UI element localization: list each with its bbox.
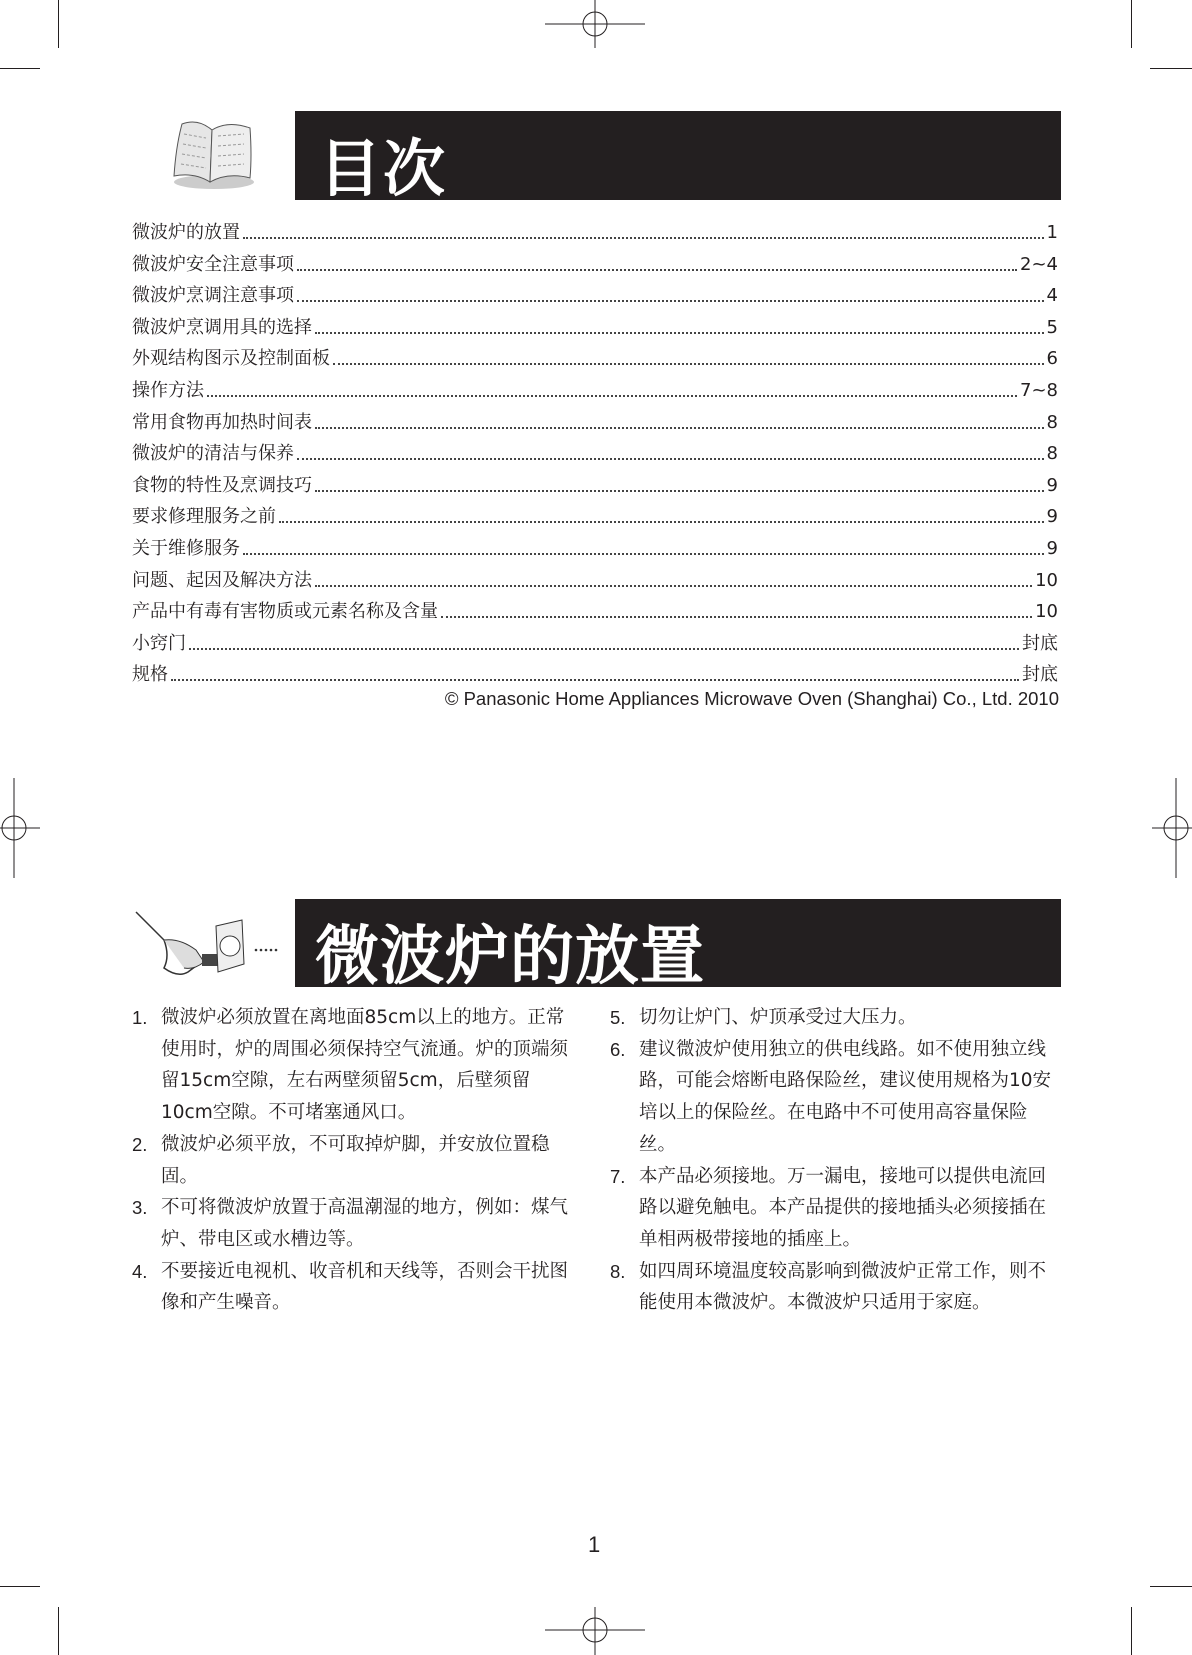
list-item [610,1002,1060,1034]
toc-entry-label: 外观结构图示及控制面板 [132,348,330,370]
list-item [132,1129,572,1192]
item-number: 2. [132,1133,148,1155]
dot-leader [297,458,1044,460]
toc-entry-page: 封底 [1022,664,1058,686]
item-number: 7. [610,1165,626,1187]
dot-leader [207,395,1017,397]
toc-title: 目次 [319,132,448,205]
toc-entry-page: 1 [1046,222,1058,243]
item-text: 不可将微波炉放置于高温潮湿的地方，例如：煤气炉、带电区或水槽边等。 [161,1197,569,1250]
toc-entry-label: 微波炉安全注意事项 [132,253,294,275]
toc-entry-label: 规格 [132,664,168,686]
toc-entry[interactable] [132,465,1058,497]
toc-entry[interactable] [132,654,1058,686]
toc-entry-label: 微波炉的放置 [132,222,240,243]
toc-entry-page: 8 [1046,411,1058,433]
item-number: 8. [610,1260,626,1282]
dot-leader [315,585,1032,587]
registration-mark-bottom [545,1605,645,1655]
toc-entry-label: 关于维修服务 [132,538,240,559]
section-header-bar [295,899,1061,994]
dot-leader [279,521,1044,523]
placement-list-right [610,1002,1060,1319]
toc-entry[interactable] [132,623,1058,655]
toc-entry[interactable] [132,212,1058,244]
copyright-notice: © Panasonic Home Appliances Microwave Oven (Shanghai) Co., Ltd. 2010 [444,688,1059,709]
dot-leader [243,237,1044,239]
registration-mark-right [1152,778,1192,878]
list-item [132,1256,572,1319]
list-item [132,1002,572,1129]
toc-entry[interactable] [132,307,1058,339]
item-number: 1. [132,1007,148,1028]
item-number: 6. [610,1038,626,1060]
dot-leader [243,553,1044,555]
toc-entry-page: 6 [1046,348,1058,370]
registration-mark-left [0,778,40,878]
toc-entry-label: 产品中有毒有害物质或元素名称及含量 [132,601,438,623]
list-item [132,1192,572,1255]
toc-entry-page: 5 [1046,316,1058,338]
toc-entry-page: 7~8 [1020,380,1058,401]
toc-entry-label: 微波炉烹调用具的选择 [132,316,312,338]
toc-entry-label: 常用食物再加热时间表 [132,411,312,433]
toc-entry[interactable] [132,496,1058,528]
item-text: 微波炉必须平放，不可取掉炉脚，并安放位置稳固。 [161,1133,550,1187]
toc-entry-page: 9 [1046,538,1058,559]
registration-mark-top [545,0,645,50]
item-number: 4. [132,1260,148,1282]
toc-entry[interactable] [132,370,1058,402]
section-title: 微波炉的放置 [315,920,705,994]
dot-leader [333,363,1044,365]
list-item [610,1161,1060,1256]
toc-entry-label: 小窍门 [132,632,186,654]
toc-entry[interactable] [132,433,1058,465]
item-text: 不要接近电视机、收音机和天线等，否则会干扰图像和产生噪音。 [161,1260,569,1314]
toc-entry-page: 10 [1035,569,1058,591]
toc-entry[interactable] [132,528,1058,560]
toc-entry[interactable] [132,402,1058,434]
page-number: 1 [588,1532,601,1557]
item-number: 5. [610,1007,626,1028]
dot-leader [315,332,1044,334]
item-text: 本产品必须接地。万一漏电，接地可以提供电流回路以避免触电。本产品提供的接地插头必须接插在单相两极带接地的插座上。 [639,1165,1047,1250]
toc-entry-label: 操作方法 [132,380,204,401]
placement-list-left [132,1002,572,1319]
toc-entry-label: 问题、起因及解决方法 [132,569,312,591]
toc-entry-page: 2~4 [1020,253,1058,275]
toc-entry-page: 9 [1046,506,1058,528]
item-text: 微波炉必须放置在离地面85cm以上的地方。正常使用时，炉的周围必须保持空气流通。炉的顶端须留15cm空隙，左右两壁须留5cm，后壁须留10cm空隙。不可堵塞通风口。 [161,1007,569,1124]
list-item [610,1256,1060,1319]
toc-entry-page: 4 [1046,285,1058,307]
item-text: 切勿让炉门、炉顶承受过大压力。 [639,1007,917,1028]
toc-entry-page: 9 [1046,474,1058,496]
toc-entry[interactable] [132,275,1058,307]
toc-entry-page: 8 [1046,443,1058,465]
toc-entry[interactable] [132,591,1058,623]
toc-entry-label: 微波炉的清洁与保养 [132,443,294,465]
toc-entry-label: 要求修理服务之前 [132,506,276,528]
dot-leader [189,648,1019,650]
toc-entry-label: 食物的特性及烹调技巧 [132,474,312,496]
dot-leader [297,269,1017,271]
item-number: 3. [132,1197,148,1219]
dot-leader [171,679,1019,681]
plug-socket-icon [134,906,284,982]
toc-entry-page: 10 [1035,601,1058,623]
item-text: 建议微波炉使用独立的供电线路。如不使用独立线路，可能会熔断电路保险丝，建议使用规格为10安培以上的保险丝。在电路中不可使用高容量保险丝。 [639,1038,1052,1155]
dot-leader [441,616,1032,618]
toc-entry[interactable] [132,338,1058,370]
toc-entry[interactable] [132,560,1058,592]
dot-leader [315,490,1044,492]
open-book-icon [166,116,258,192]
toc-entry[interactable] [132,244,1058,276]
dot-leader [315,427,1044,429]
item-text: 如四周环境温度较高影响到微波炉正常工作，则不能使用本微波炉。本微波炉只适用于家庭。 [639,1260,1047,1314]
dot-leader [297,300,1044,302]
toc-entry-label: 微波炉烹调注意事项 [132,285,294,307]
toc-entry-page: 封底 [1022,632,1058,654]
toc-header-bar [295,111,1061,205]
list-item [610,1034,1060,1161]
